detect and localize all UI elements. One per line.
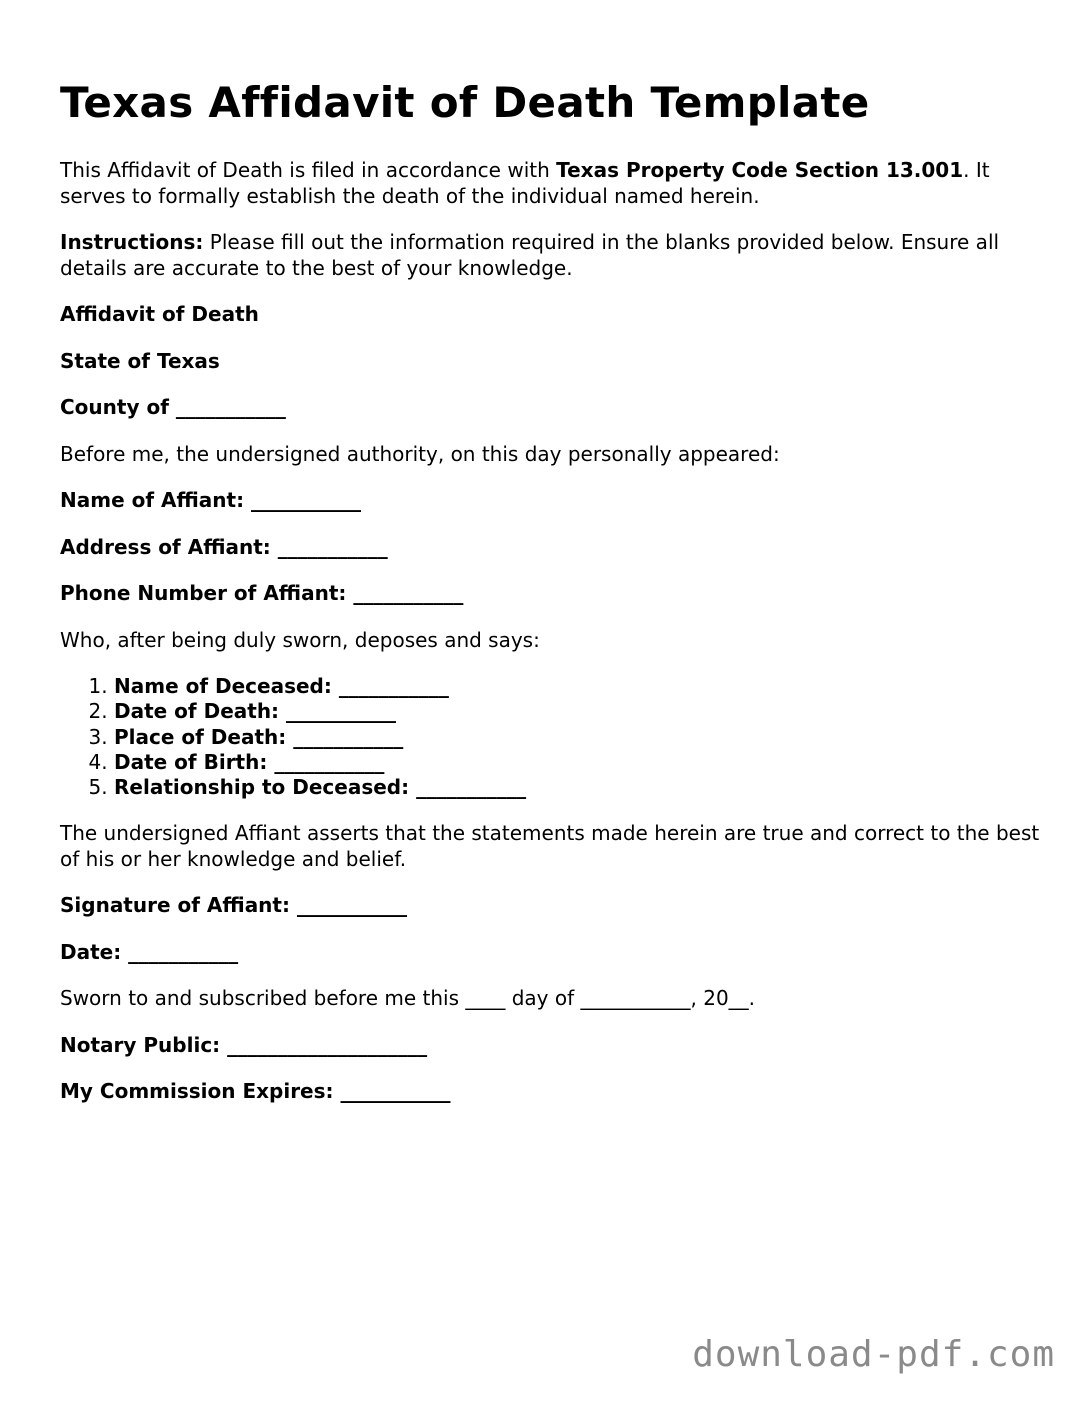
list-item xyxy=(114,674,1040,699)
place-of-death-field: Place of Death: ___________ xyxy=(114,724,404,749)
affidavit-heading-text: Affidavit of Death xyxy=(60,302,259,326)
signature-field-text: Signature of Affiant: ___________ xyxy=(60,893,407,918)
intro-paragraph xyxy=(60,158,1040,209)
commission-field-text: My Commission Expires: ___________ xyxy=(60,1079,451,1104)
sworn-statement: Sworn to and subscribed before me this ____ day of ___________, 20__. xyxy=(60,986,756,1011)
affiant-address-field xyxy=(60,535,1040,561)
list-item xyxy=(114,725,1040,750)
intro-text-after: . It serves to formally establish the death of the individual named herein. xyxy=(60,158,990,208)
document-page xyxy=(60,78,1040,1105)
relationship-field: Relationship to Deceased: ___________ xyxy=(114,775,527,800)
list-item xyxy=(114,699,1040,724)
page-title: Texas Affidavit of Death Template xyxy=(60,78,870,127)
list-item xyxy=(114,750,1040,775)
instructions-label: Instructions: xyxy=(60,230,204,254)
instructions-text: Please fill out the information required in the blanks provided below. Ensure all details are accurate to the best of your knowledge. xyxy=(60,230,1000,280)
state-heading xyxy=(60,349,1040,375)
date-field-text: Date: ___________ xyxy=(60,939,239,964)
deceased-name-field: Name of Deceased: ___________ xyxy=(114,674,449,698)
before-me-statement: Before me, the undersigned authority, on this day personally appeared: xyxy=(60,441,780,466)
affiant-phone-text: Phone Number of Affiant: ___________ xyxy=(60,581,464,605)
affiant-address-text: Address of Affiant: ___________ xyxy=(60,534,388,559)
date-field xyxy=(60,940,1040,966)
watermark: download-pdf.com xyxy=(692,1334,1055,1375)
assertion-statement: The undersigned Affiant asserts that the statements made herein are true and correct to the best of his or her knowledge and belief. xyxy=(60,821,1040,871)
state-heading-text: State of Texas xyxy=(60,348,220,373)
affidavit-heading xyxy=(60,302,1040,328)
intro-text-before: This Affidavit of Death is filed in accordance with xyxy=(60,158,557,182)
affiant-name-text: Name of Affiant: ___________ xyxy=(60,488,362,512)
deposes-statement: Who, after being duly sworn, deposes and says: xyxy=(60,627,540,652)
notary-field-text: Notary Public: ____________________ xyxy=(60,1032,428,1057)
list-item xyxy=(114,775,1040,800)
deceased-details-list xyxy=(60,674,1040,800)
commission-field xyxy=(60,1079,1040,1105)
signature-field xyxy=(60,893,1040,919)
affiant-name-field xyxy=(60,488,1040,514)
county-field-text: County of ___________ xyxy=(60,395,286,419)
date-of-death-field: Date of Death: ___________ xyxy=(114,699,397,724)
county-field xyxy=(60,395,1040,421)
instructions-paragraph xyxy=(60,230,1040,281)
notary-field xyxy=(60,1033,1040,1059)
intro-code-reference: Texas Property Code Section 13.001 xyxy=(556,158,964,182)
affiant-phone-field xyxy=(60,581,1040,607)
date-of-birth-field: Date of Birth: ___________ xyxy=(114,749,385,774)
